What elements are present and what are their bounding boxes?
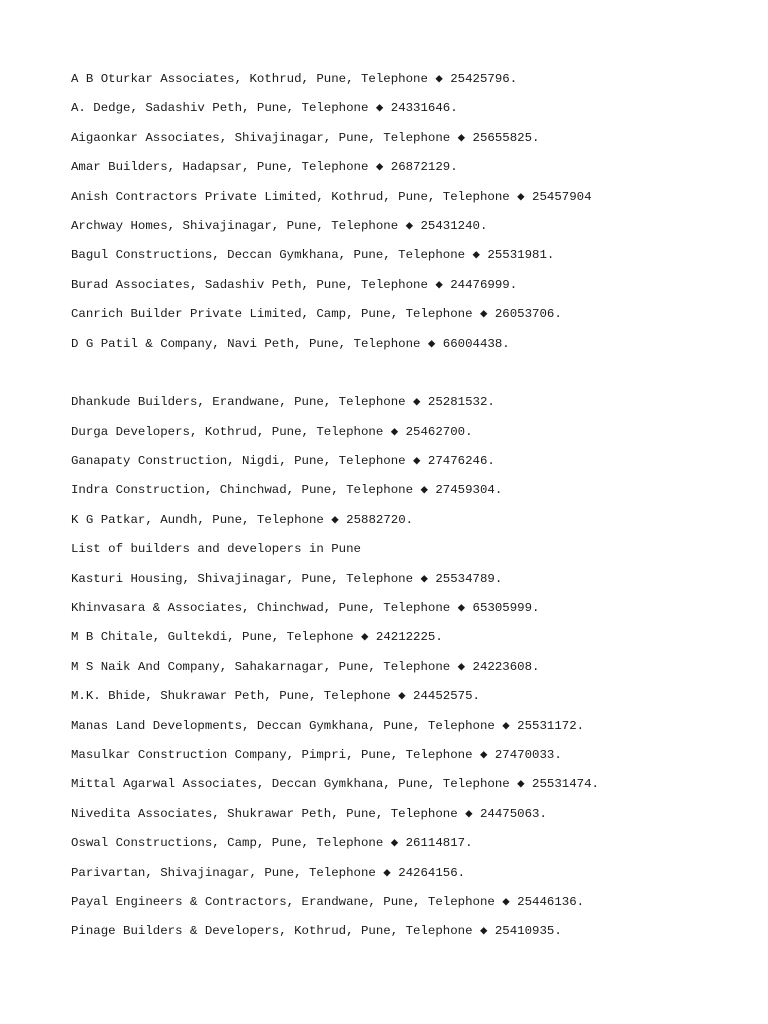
list-entry: Canrich Builder Private Limited, Camp, Pune, Telephone ◆ 26053706. [71,307,562,322]
list-entry: Archway Homes, Shivajinagar, Pune, Telephone ◆ 25431240. [71,218,488,233]
list-entry: Oswal Constructions, Camp, Pune, Telephone ◆ 26114817. [71,836,473,851]
builders-list [71,70,751,952]
list-heading: List of builders and developers in Pune [71,542,361,557]
list-entry: M S Naik And Company, Sahakarnagar, Pune, Telephone ◆ 24223608. [71,659,540,674]
list-entry: Bagul Constructions, Deccan Gymkhana, Pune, Telephone ◆ 25531981. [71,248,555,263]
paragraph-gap [71,364,751,393]
list-entry: Masulkar Construction Company, Pimpri, Pune, Telephone ◆ 27470033. [71,747,562,762]
list-entry: Anish Contractors Private Limited, Kothrud, Pune, Telephone ◆ 25457904 [71,189,592,204]
list-entry: Dhankude Builders, Erandwane, Pune, Telephone ◆ 25281532. [71,395,495,410]
list-entry: Amar Builders, Hadapsar, Pune, Telephone ◆ 26872129. [71,160,458,175]
list-entry: Kasturi Housing, Shivajinagar, Pune, Telephone ◆ 25534789. [71,571,503,586]
list-entry: M B Chitale, Gultekdi, Pune, Telephone ◆ 24212225. [71,630,443,645]
list-entry: Durga Developers, Kothrud, Pune, Telephone ◆ 25462700. [71,424,473,439]
list-entry: Indra Construction, Chinchwad, Pune, Telephone ◆ 27459304. [71,483,503,498]
list-entry: A B Oturkar Associates, Kothrud, Pune, Telephone ◆ 25425796. [71,72,518,86]
list-entry: Parivartan, Shivajinagar, Pune, Telephone ◆ 24264156. [71,865,466,880]
list-entry: Aigaonkar Associates, Shivajinagar, Pune, Telephone ◆ 25655825. [71,130,540,145]
list-entry: D G Patil & Company, Navi Peth, Pune, Telephone ◆ 66004438. [71,336,510,351]
list-entry: Khinvasara & Associates, Chinchwad, Pune, Telephone ◆ 65305999. [71,601,540,616]
list-entry: Nivedita Associates, Shukrawar Peth, Pune, Telephone ◆ 24475063. [71,806,547,821]
list-entry: Burad Associates, Sadashiv Peth, Pune, Telephone ◆ 24476999. [71,277,518,292]
list-entry: A. Dedge, Sadashiv Peth, Pune, Telephone ◆ 24331646. [71,101,458,116]
list-entry: Manas Land Developments, Deccan Gymkhana, Pune, Telephone ◆ 25531172. [71,718,585,733]
list-entry: K G Patkar, Aundh, Pune, Telephone ◆ 25882720. [71,512,414,527]
list-entry: Ganapaty Construction, Nigdi, Pune, Telephone ◆ 27476246. [71,454,495,469]
list-entry: Pinage Builders & Developers, Kothrud, Pune, Telephone ◆ 25410935. [71,924,562,939]
list-entry: Payal Engineers & Contractors, Erandwane, Pune, Telephone ◆ 25446136. [71,894,585,909]
list-entry: M.K. Bhide, Shukrawar Peth, Pune, Telephone ◆ 24452575. [71,689,480,704]
list-entry: Mittal Agarwal Associates, Deccan Gymkhana, Pune, Telephone ◆ 25531474. [71,777,599,792]
